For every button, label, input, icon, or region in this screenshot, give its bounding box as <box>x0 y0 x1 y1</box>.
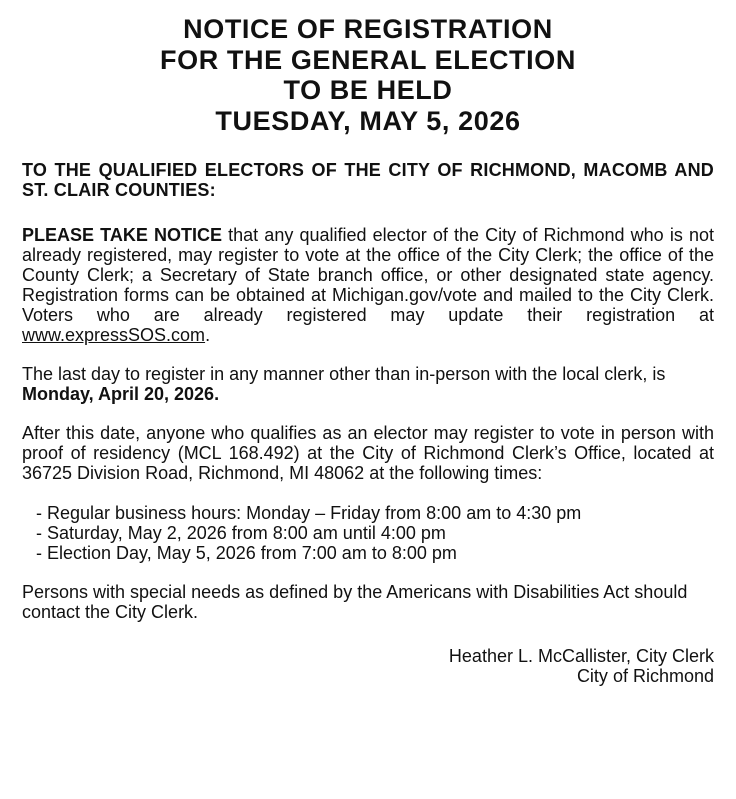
registration-times-list <box>22 503 714 563</box>
addressee: TO THE QUALIFIED ELECTORS OF THE CITY OF RICHMOND, MACOMB AND ST. CLAIR COUNTIES: <box>22 160 714 200</box>
list-item: - Regular business hours: Monday – Friday from 8:00 am to 4:30 pm <box>36 503 582 523</box>
in-person-paragraph: After this date, anyone who qualifies as an elector may register to vote in person with proof of residency (MCL 168.492) at the City of Richmond Clerk’s Office, located at 36725 Division Road, Richmond, MI 48062 at the following times: <box>22 423 714 483</box>
special-needs-paragraph: Persons with special needs as defined by the Americans with Disabilities Act should contact the City Clerk. <box>22 582 688 622</box>
registration-paragraph <box>22 225 714 345</box>
notice-lead: PLEASE TAKE NOTICE <box>22 225 222 245</box>
title-line-2: FOR THE GENERAL ELECTION <box>160 44 576 75</box>
deadline-paragraph <box>22 364 714 404</box>
list-item: - Saturday, May 2, 2026 from 8:00 am until 4:00 pm <box>36 523 446 543</box>
registration-end: . <box>205 325 211 345</box>
list-item: - Election Day, May 5, 2026 from 7:00 am to 8:00 pm <box>36 543 457 563</box>
deadline-date: Monday, April 20, 2026. <box>22 384 220 404</box>
title-line-3: TO BE HELD <box>283 75 453 105</box>
signature-name: Heather L. McCallister, City Clerk <box>448 646 714 666</box>
title-line-4: TUESDAY, MAY 5, 2026 <box>215 105 521 136</box>
title-line-1: NOTICE OF REGISTRATION <box>183 14 553 44</box>
registration-body: that any qualified elector of the City of Richmond who is not already registered, may register to vote at the office of the City Clerk; the office of the County Clerk; a Secretary of State branch office, or other designated state agency. Registration forms can be obtained at Michigan.gov/vote and mailed to the City Clerk. Voters who are already registered may update their registration at <box>22 225 714 325</box>
deadline-text: The last day to register in any manner other than in-person with the local clerk, is <box>22 364 666 384</box>
expresssos-link[interactable]: www.expressSOS.com <box>22 325 206 345</box>
signature-block <box>22 646 714 686</box>
notice-title <box>22 14 714 136</box>
signature-org: City of Richmond <box>576 666 714 686</box>
